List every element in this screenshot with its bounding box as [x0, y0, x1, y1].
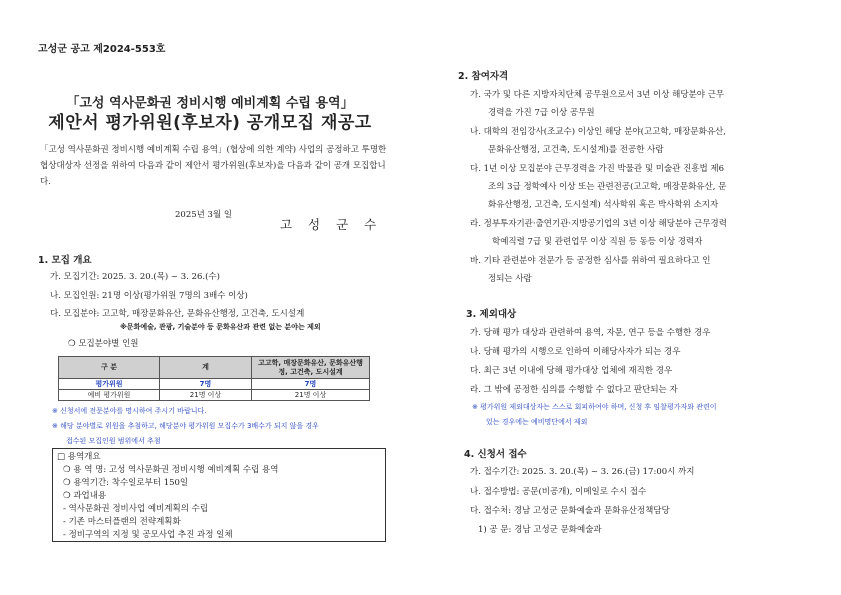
qualification-c-cont: 화유산행정, 고건축, 도시설계) 석사학위 혹은 박사학위 소지자 [488, 200, 719, 210]
title-subject: 「고성 역사문화권 정비시행 예비계획 수립 용역」 [66, 96, 354, 111]
qualification-a: 가. 국가 및 다른 지방자치단체 공무원으로서 3년 이상 해당분야 근무 [470, 90, 725, 100]
intro-paragraph: 「고성 역사문화권 정비시행 예비계획 수립 용역」(협상에 의한 계약) 사업의 공정하고 투명한 협상대상자 선정을 위하여 다음과 같이 제안서 평가위원(후보자)을 다음과 같이 공개 모집합니다. [40, 145, 387, 187]
project-name: ❍ 용 역 명: 고성 역사문화권 정비시행 예비계획 수립 용역 [63, 465, 279, 475]
table-caption: ❍ 모집분야별 인원 [68, 339, 139, 349]
header-fields: 고고학, 매장문화유산, 문화유산행정, 고건축, 도시설계 [252, 357, 370, 379]
qualification-e-cont: 정되는 사람 [488, 274, 532, 284]
note-specialty: ※ 신청서에 전문분야를 명시하여 주시기 바랍니다. [52, 407, 207, 415]
page-title: 제안서 평가위원(후보자) 공개모집 재공고 [48, 113, 372, 133]
exclusion-a: 가. 당해 평가 대상과 관련하여 용역, 자문, 연구 등을 수행한 경우 [470, 328, 711, 338]
recruit-table [58, 356, 370, 401]
exclusion-note-cont: 있는 경우에는 예비명단에서 제외 [486, 418, 588, 426]
table-row [59, 390, 370, 401]
recruit-count: 나. 모집인원: 21명 이상(평가위원 7명의 3배수 이상) [50, 291, 248, 301]
recruit-period: 가. 모집기간: 2025. 3. 20.(목) ~ 3. 26.(수) [50, 272, 220, 282]
row1-category: 평가위원 [59, 379, 160, 390]
qualification-c: 다. 1년 이상 모집분야 근무경력을 가진 박물관 및 미술관 진흥법 제6 [470, 164, 725, 174]
exclusion-b: 나. 당해 평가의 시행으로 인하여 이해당사자가 되는 경우 [470, 347, 681, 357]
field-exclusion-note: ※문화예술, 관광, 기술분야 등 문화유산과 관련 없는 분야는 제외 [120, 323, 321, 331]
row2-total: 21명 이상 [160, 390, 252, 401]
project-item: - 정비구역의 지정 및 공모사업 추진 과정 일체 [63, 530, 233, 540]
section-1-heading: 1. 모집 개요 [38, 255, 92, 266]
section-2-heading: 2. 참여자격 [458, 71, 509, 82]
notice-date: 2025년 3월 일 [175, 210, 233, 220]
qualification-c-cont: 조의 3급 정학예사 이상 또는 관련전공(고고학, 매장문화유산, 문 [488, 182, 727, 192]
recruit-field: 다. 모집분야: 고고학, 매장문화유산, 문화유산행정, 고건축, 도시설계 [50, 309, 305, 319]
qualification-b: 나. 대학의 전임강사(조교수) 이상인 해당 분야(고고학, 매장문화유산, [470, 127, 726, 137]
project-period: ❍ 용역기간: 착수일로부터 150일 [63, 478, 189, 488]
section-4-heading: 4. 신청서 접수 [464, 449, 527, 460]
table-row [59, 379, 370, 390]
application-office: 다. 접수처: 경남 고성군 문화예술과 문화유산정책담당 [470, 506, 670, 516]
application-method: 나. 접수방법: 공문(비공개), 이메일로 수시 접수 [470, 487, 647, 497]
qualification-d-cont: 학예직렬 7급 및 관련업무 이상 직원 등 동등 이상 경력자 [492, 237, 703, 247]
project-content: ❍ 과업내용 [63, 491, 107, 501]
qualification-e: 바. 기타 관련분야 전문가 등 공정한 심사를 위하여 필요하다고 인 [470, 256, 711, 266]
exclusion-d: 라. 그 밖에 공정한 심의를 수행할 수 없다고 판단되는 자 [470, 385, 678, 395]
row1-fields: 7명 [252, 379, 370, 390]
project-item: - 기존 마스터플랜의 전략계획화 [63, 517, 181, 527]
exclusion-note: ※ 평가위원 제외대상자는 스스로 회피하여야 하며, 신청 후 임찰평가자와 관련이 [472, 403, 717, 411]
project-overview-box [52, 448, 386, 542]
header-total: 계 [160, 357, 252, 379]
qualification-b-cont: 문화유산행정, 고건축, 도시설계)를 전공한 사람 [488, 145, 664, 155]
application-period: 가. 접수기간: 2025. 3. 20.(목) ~ 3. 26.(금) 17:00시 까지 [470, 467, 695, 477]
project-item: - 역사문화권 정비사업 예비계획의 수립 [63, 504, 209, 514]
issuer-name: 고 성 군 수 [280, 217, 383, 232]
box-title: □ 용역개요 [57, 452, 101, 462]
exclusion-c: 다. 최근 3년 이내에 당해 평가대상 업체에 재직한 경우 [470, 366, 673, 376]
section-3-heading: 3. 제외대상 [466, 309, 517, 320]
notice-number: 고성군 공고 제2024-553호 [38, 44, 166, 55]
qualification-d: 라. 정부투자기관·출연기관·지방공기업의 3년 이상 해당분야 근무경력 [470, 219, 727, 229]
table-header-row [59, 357, 370, 379]
note-draw-2: 접수된 모집인원 범위에서 추첨 [66, 437, 161, 445]
application-official-letter: 1) 공 문: 경남 고성군 문화예술과 [478, 525, 602, 535]
row2-fields: 21명 이상 [252, 390, 370, 401]
qualification-a-cont: 경력을 가진 7급 이상 공무원 [488, 108, 595, 118]
row1-total: 7명 [160, 379, 252, 390]
note-draw-1: ※ 해당 분야별로 위원을 추첨하고, 해당분야 평가위원 모집수가 3배수가 되지 않을 경우 [52, 422, 319, 430]
row2-category: 예비 평가위원 [59, 390, 160, 401]
header-category: 구 분 [59, 357, 160, 379]
